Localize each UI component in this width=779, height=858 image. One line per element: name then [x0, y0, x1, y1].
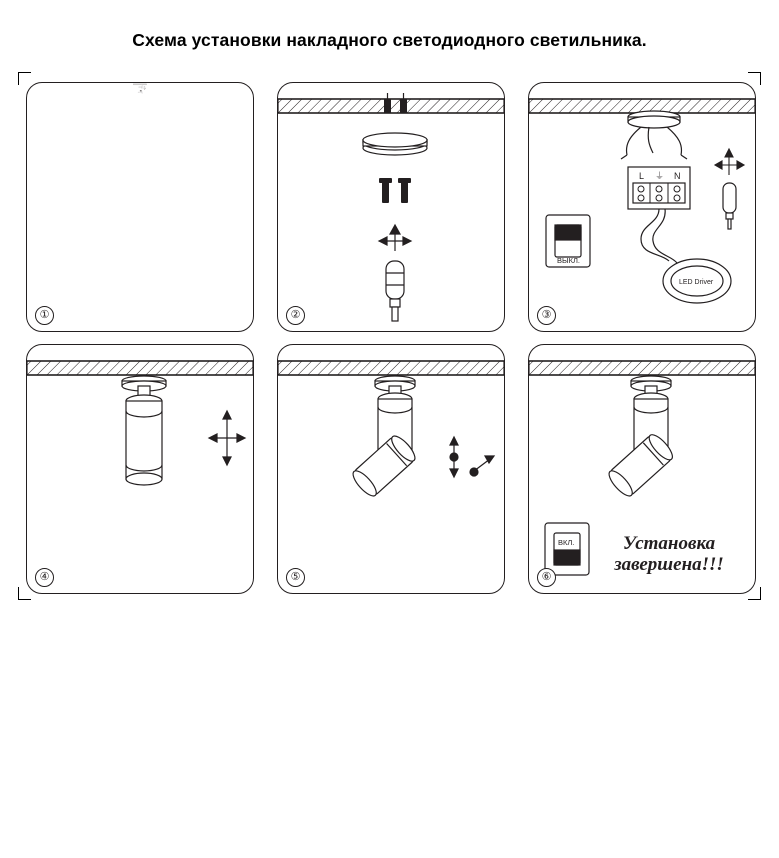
step-number-5: ⑤	[286, 568, 305, 587]
step-number-4: ④	[35, 568, 54, 587]
step-panel-5	[277, 344, 505, 594]
diagram-sheet	[18, 72, 761, 600]
step-panel-2	[277, 82, 505, 332]
step-number-2: ②	[286, 306, 305, 325]
switch-on-label: ВКЛ.	[558, 538, 575, 547]
terminal-label-ground: ⏚	[655, 171, 665, 181]
terminal-label-n: N	[674, 171, 681, 181]
complete-line-1: Установка	[622, 533, 716, 554]
step-panel-1	[26, 82, 254, 332]
page-title: Схема установки накладного светодиодного светильника.	[132, 30, 647, 50]
installation-complete-text	[599, 533, 739, 575]
step-number-1: ①	[35, 306, 54, 325]
step-panel-3	[528, 82, 756, 332]
step-panel-4	[26, 344, 254, 594]
step-panel-6	[528, 344, 756, 594]
step-number-6: ⑥	[537, 568, 556, 587]
terminal-label-l: L	[639, 171, 645, 181]
step-number-3: ③	[537, 306, 556, 325]
switch-off-label: ВЫКЛ.	[557, 256, 581, 265]
complete-line-2: завершена!!!	[614, 554, 724, 575]
driver-label: LED Driver	[679, 279, 714, 286]
